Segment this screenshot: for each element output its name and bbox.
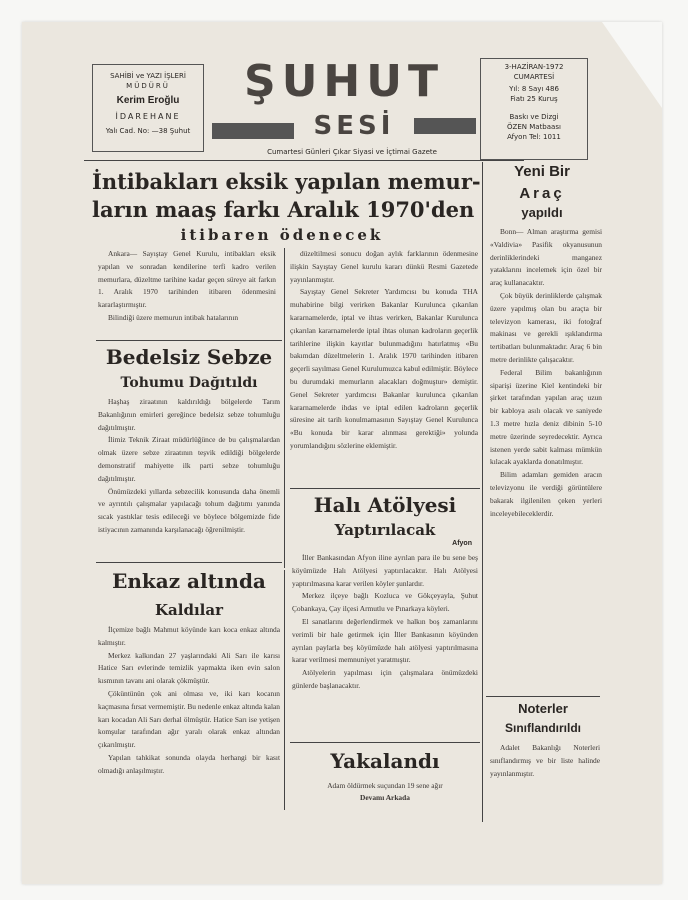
- arac-p1: Bonn— Alman araştırma gemisi «Valdivia» Pasifik okyanusunun derinliklerindeki manganez yataklarını incelemek için özel bir araç kullanacaktır.: [490, 227, 602, 288]
- noterler-headline-2: Sınıflandırıldı: [504, 721, 581, 735]
- publisher-address: Yalı Cad. No: —38 Şuhut: [105, 127, 191, 135]
- yakalandi-line1: Adam öldürmek suçundan 19 sene ağır: [327, 781, 443, 790]
- sebze-p1: Haşhaş ziraatının kaldırıldığı bölgelerde Tarım Bakanlığının emirleri gereğince bedelsiz sebze tohumluğu dağıtılmıştır.: [98, 397, 280, 432]
- torn-corner: [602, 22, 662, 108]
- issue-date: 3-HAZİRAN-1972: [504, 63, 564, 71]
- publisher-line3: İDAREHANE: [115, 112, 181, 121]
- hali-p3: El sanatlarını değerlendirmek ve halkın boş zamanlarını verimli bir hale getirmek için İller Bankasının köyünden ayrılan paylarla beş köyümüzde halı atölyesi yaptırılmasına karar verilmesi memnuniyet yaratmıştır.: [292, 616, 478, 665]
- arac-headline-1: Yeni Bir: [514, 163, 570, 180]
- col-divider-1: [284, 248, 285, 568]
- main-article-col1: [98, 248, 276, 336]
- col-divider-3: [482, 162, 483, 822]
- enkaz-top-rule: [96, 562, 282, 563]
- publisher-line1: SAHİBİ ve YAZI İŞLERİ: [110, 72, 186, 80]
- sebze-headline: Bedelsiz Sebze: [105, 345, 273, 369]
- issue-number: Yıl: 8 Sayı 486: [509, 85, 559, 93]
- issue-box: [480, 58, 588, 160]
- hali-p4: Atölyelerin yapılması için çalışmalara önümüzdeki günlerde başlanacaktır.: [292, 668, 478, 690]
- noterler-p1: Adalet Bakanlığı Noterleri sınıflandırmış ve bir liste halinde yayınlanmıştır.: [490, 743, 600, 778]
- enkaz-p3: Çöküntünün çok ani olması ve, iki karı kocanın kaçmasına fırsat vermemiştir. Bu nedenle enkaz altında kalan karı kocadan Ali Sarı derhal ölmüştür. Hatice Sarı ise yetişen komşular tarafından ağır yaralı olarak enkaz altından çıkarılmıştır.: [98, 688, 280, 750]
- arac-p2: Çok büyük derinliklerde çalışmak üzere yapılmış olan bu araçta bir televizyon kamerası, iki fotoğraf makinası ve gerekli ışıklandırma tertibatları bulunmaktadır. Araç 6 bin metre derinlikte çalışacaktır.: [490, 290, 602, 364]
- masthead-bar-left: [212, 123, 294, 139]
- yakalandi-top-rule: [290, 742, 480, 743]
- enkaz-p2: Merkez kalkından 27 yaşlarındaki Ali Sarı ile karısı Hatice Sarı evlerinde temizlik yapmakta iken evin salon kısmının tavanı ani olarak çökmüştür.: [98, 650, 280, 686]
- publisher-box: [92, 64, 204, 152]
- yakalandi-line2: Devamı Arkada: [360, 793, 410, 802]
- main-headline-1: İntibakları eksik yapılan memur-: [92, 169, 481, 194]
- noterler-top-rule: [486, 696, 600, 697]
- masthead-tagline: Cumartesi Günleri Çıkar Siyasi ve İçtimai Gazete: [267, 148, 437, 156]
- main-col2-p1: düzeltilmesi sonucu doğan aylık farklarının ödenmesine ilişkin Sayıştay Genel kurulu kararı dünkü Resmi Gazetede yayınlanmıştır.: [290, 249, 478, 284]
- hali-dateline: Afyon: [452, 540, 472, 547]
- main-col2-p2: Sayıştay Genel Sekreter Yardımcısı bu konuda THA muhabirine bilgi verirken Bakanlar Kurulunca çıkarılan kararnamelerde, iptal ve ihtas verirken, Bakanlar Kurulunca çıkarılan kararnamelerde iptal ihtas olunan kadroların geçerlik tarihlerine ilişkin kayıtlar bulunmadığını hatırlatmış «Bu bakımdan düzeltmelerin 1. Aralık 1970 tarihinden itibaren geçerli sayılması Genel Kurulumuzca kabul edilmiştir. Böylece bu durumdaki memurların alacakları doğmuştur» demiştir. Genel Sekreter yardımcısı Bakanlar kurulunca çıkarılan kararnamelerde ihdas ve iptal edilen kadroların geçerlik süresine ait tarih konulmamasının Sayıştay Genel Kurulunca «Bu konuda bir karar alınması gerektiği» yolunda yorumlandığını sözlerine eklemiştir.: [290, 287, 478, 450]
- print-line1: Baskı ve Dizgi: [509, 113, 559, 121]
- publisher-line2: MÜDÜRÜ: [126, 82, 170, 90]
- col-divider-2: [284, 570, 285, 810]
- newspaper-page: [22, 22, 662, 884]
- hali-body: [292, 552, 478, 738]
- sebze-top-rule: [96, 340, 282, 341]
- arac-p3: Federal Bilim bakanlığının siparişi üzerine Kiel kentindeki bir şirket tarafından yapılan araç uzun bir kabloya asılı olacak ve saniyede 1.3 metre hızla deniz dibinin 5-10 metre üzerinde seyredecektir. Ayrıca istenen yerde sabit kalması mümkün kılacak ayaklarda donatılmıştır.: [490, 367, 602, 467]
- print-line2: ÖZEN Matbaası: [507, 123, 561, 131]
- sebze-body: [98, 396, 280, 550]
- arac-p4: Bilim adamları gemiden aracın televizyonu ile verdiği görüntülere bakarak ilgilenilen çeken yerleri inceleyebileceklerdir.: [490, 470, 602, 518]
- masthead-subtitle: SESİ: [313, 111, 395, 141]
- arac-headline-2: Araç: [519, 185, 565, 202]
- noterler-body: [490, 742, 600, 818]
- print-line3: Afyon Tel: 1011: [507, 133, 561, 141]
- enkaz-p1: İlçemize bağlı Mahmut köyünde karı koca enkaz altında kalmıştır.: [98, 625, 280, 647]
- masthead-rule: [84, 160, 524, 161]
- enkaz-body: [98, 624, 280, 814]
- arac-body: [490, 226, 602, 692]
- hali-p2: Merkez ilçeye bağlı Kozluca ve Gökçeyayla, Şuhut Çobankaya, Çay ilçesi Armutlu ve Pınarkaya köyleri.: [292, 591, 478, 614]
- sebze-subheadline: Tohumu Dağıtıldı: [120, 375, 258, 391]
- issue-day: CUMARTESİ: [513, 73, 555, 81]
- masthead-title: ŞUHUT: [244, 56, 444, 107]
- hali-headline: Halı Atölyesi: [313, 493, 457, 517]
- yakalandi-headline: Yakalandı: [330, 749, 440, 773]
- hali-top-rule: [290, 488, 480, 489]
- main-headline-3: itibaren ödenecek: [180, 226, 384, 244]
- hali-subheadline: Yaptırılacak: [334, 521, 436, 539]
- main-col1-p1: Ankara— Sayıştay Genel Kurulu, intibakları eksik yapılan ve sonradan kendilerine terfi kadro verilen memurlara, düzeltme tarihine kadar geçen süreye ait farkın 1. Aralık 1970 tarihinden itibaren ödenmesini kararlaştırmıştır.: [98, 249, 276, 310]
- issue-price: Fiatı 25 Kuruş: [510, 95, 558, 103]
- enkaz-subheadline: Kaldılar: [155, 601, 223, 619]
- hali-p1: İller Bankasından Afyon iline ayrılan para ile bu sene beş köyümüzde Halı Atölyesi yaptırılacaktır. Halı Atölyesi yaptırılmasına karar verilen köyler şunlardır.: [292, 553, 478, 588]
- masthead-bar-right: [414, 118, 476, 134]
- sebze-p3: Önümüzdeki yıllarda sebzecilik konusunda daha önemli ve ayrıntılı çalışmalar yapılacağı tohum dağıtımı yanında sıcak yastıklar tesis edileceği ve böylece bölgemizde fide istiyacının zamanında karşılanacağı öğrenilmiştir.: [98, 486, 280, 534]
- publisher-name: Kerim Eroğlu: [116, 95, 180, 106]
- arac-headline-3: yapıldı: [521, 205, 563, 220]
- enkaz-headline: Enkaz altında: [112, 569, 266, 593]
- noterler-headline-1: Noterler: [518, 701, 568, 716]
- sebze-p2: İlimiz Teknik Ziraat müdürlüğünce de bu çalışmalardan olmak üzere sebze ziraatının teşvik edildiği bölgelerde demonstratif mahiyette ilk parti sebze tohumluğu dağıtılmıştır.: [98, 435, 280, 483]
- main-article-col2: [290, 248, 478, 488]
- main-headline-2: ların maaş farkı Aralık 1970'den: [92, 197, 475, 222]
- enkaz-p4: Yapılan tahkikat sonunda olayda herhangi bir kasıt olmadığı anlaşılmıştır.: [98, 752, 280, 775]
- main-col1-p2: Bilindiği üzere memurun intibak hatalarının: [108, 312, 239, 322]
